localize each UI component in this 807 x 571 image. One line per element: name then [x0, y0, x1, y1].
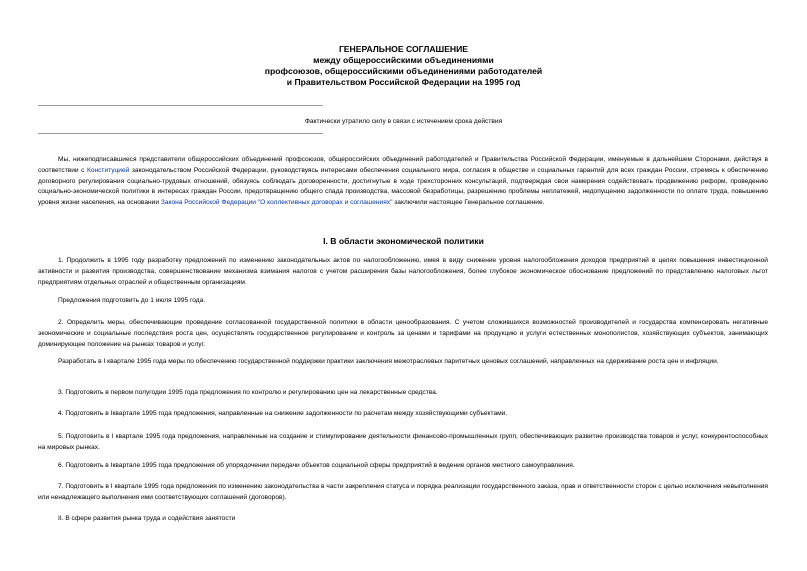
preamble-text-3: заключили настоящее Генеральное соглашение.: [392, 199, 545, 207]
section-2-heading: II. В сфере развития рынка труда и содействия занятости: [58, 515, 236, 522]
title-line-2: между общероссийскими объединениями: [313, 55, 494, 65]
title-line-4: и Правительством Российской Федерации на 1995 год: [286, 77, 521, 87]
paragraph-2: 2. Определить меры, обеспечивающие проведение согласованной государственной политики в области ценообразования. С учетом сложившихся возможностей производителей и государства компенсировать негативные экономические и социальные последствия роста цен, осуществлять государственное регулирование и контроль за ценами и тарифами на продукцию и услуги естественных монополистов, хозяйствующих субъектов, занимающих доминирующее положение на рынках товаров и услуг.: [38, 319, 768, 348]
divider-top: [38, 105, 323, 106]
paragraph-deadline: Предложения подготовить до 1 июля 1995 года.: [58, 297, 206, 304]
document-title: [0, 44, 807, 88]
paragraph-3: 3. Подготовить в первом полугодии 1995 года предложения по контролю и регулированию цен на лекарственные средства.: [58, 389, 438, 396]
paragraph-5: 5. Подготовить в I квартале 1995 года предложения, направленные на создание и стимулирование деятельности финансово-промышленных групп, обеспечивающих развитие производства товаров и услуг, конкурентоспособных на мировых рынках.: [38, 433, 768, 451]
title-line-3: профсоюзов, общероссийскими объединениями работодателей: [264, 66, 543, 76]
divider-bottom: [38, 133, 323, 134]
paragraph-7: 7. Подготовить в I квартале 1995 года предложения по изменению законодательства в части закрепления статуса и порядка реализации государственного заказа, прав и ответственности сторон с целью исключения невыполнения или ненадлежащего выполнения ими соответствующих соглашений (договоров).: [38, 483, 768, 501]
paragraph-4: 4. Подготовить в Iквартале 1995 года предложения, направленные на снижение задолженности по расчетам между хозяйствующими субъектами.: [58, 410, 508, 417]
paragraph-1: 1. Продолжить в 1995 году разработку предложений по изменению законодательных актов по налогообложению, имея в виду снижение уровня налогообложения доходов предприятий в целях повышения инвестиционной активности и развития производства, совершенствование механизма взимания налогов с учетом расширения базы налогообложения, более глубокое экономическое обоснование предложений по представлению налоговых льгот предприятиям отдельных отраслей и общественным организациям.: [38, 257, 768, 286]
collective-agreements-law-link[interactable]: Закона Российской Федерации "О коллективных договорах и соглашениях": [160, 199, 393, 207]
title-line-1: ГЕНЕРАЛЬНОЕ СОГЛАШЕНИЕ: [338, 44, 469, 54]
preamble: [38, 155, 768, 209]
section-heading: I. В области экономической политики: [323, 236, 484, 246]
paragraph-2-measures: Разработать в I квартале 1995 года меры по обеспечению государственной поддержки практики заключения межотраслевых паритетных ценовых соглашений, направленных на сдерживание роста цен и инфляции.: [58, 358, 719, 365]
status-note: Фактически утратило силу в связи с истечением срока действия: [304, 118, 503, 125]
preamble-text-1: Мы, нижеподписавшиеся представители общероссийских объединений профсоюзов, общероссийских объединений работодателей и Правительства Российской Федерации, именуемые в дальнейшем Сторонами, действуя в соответствии с: [38, 156, 768, 174]
preamble-text-2: законодательством Российской Федерации, руководствуясь интересами обеспечения социального мира, согласия в обществе и социальных гарантий для всех граждан России, стремясь к обеспечению договорного регулирования социально-трудовых отношений, обязуясь соблюдать договоренности, достигнутые в ходе трехсторонних консультаций, подтверждая свои намерения содействовать продвижению реформ, проведению социально-экономической политики в интересах граждан России, предотвращению общего спада производства, массовой безработицы, разрешению проблемы неплатежей, недопущению задолженности по оплате труда, повышению уровня жизни населения, на основании: [38, 166, 768, 207]
constitution-link[interactable]: Конституцией: [86, 166, 130, 174]
preamble-paragraph: [38, 155, 768, 209]
paragraph-6: 6. Подготовить в Iквартале 1995 года предложения об упорядочении передачи объектов социальной сферы предприятий в ведение органов местного самоуправления.: [58, 462, 575, 469]
